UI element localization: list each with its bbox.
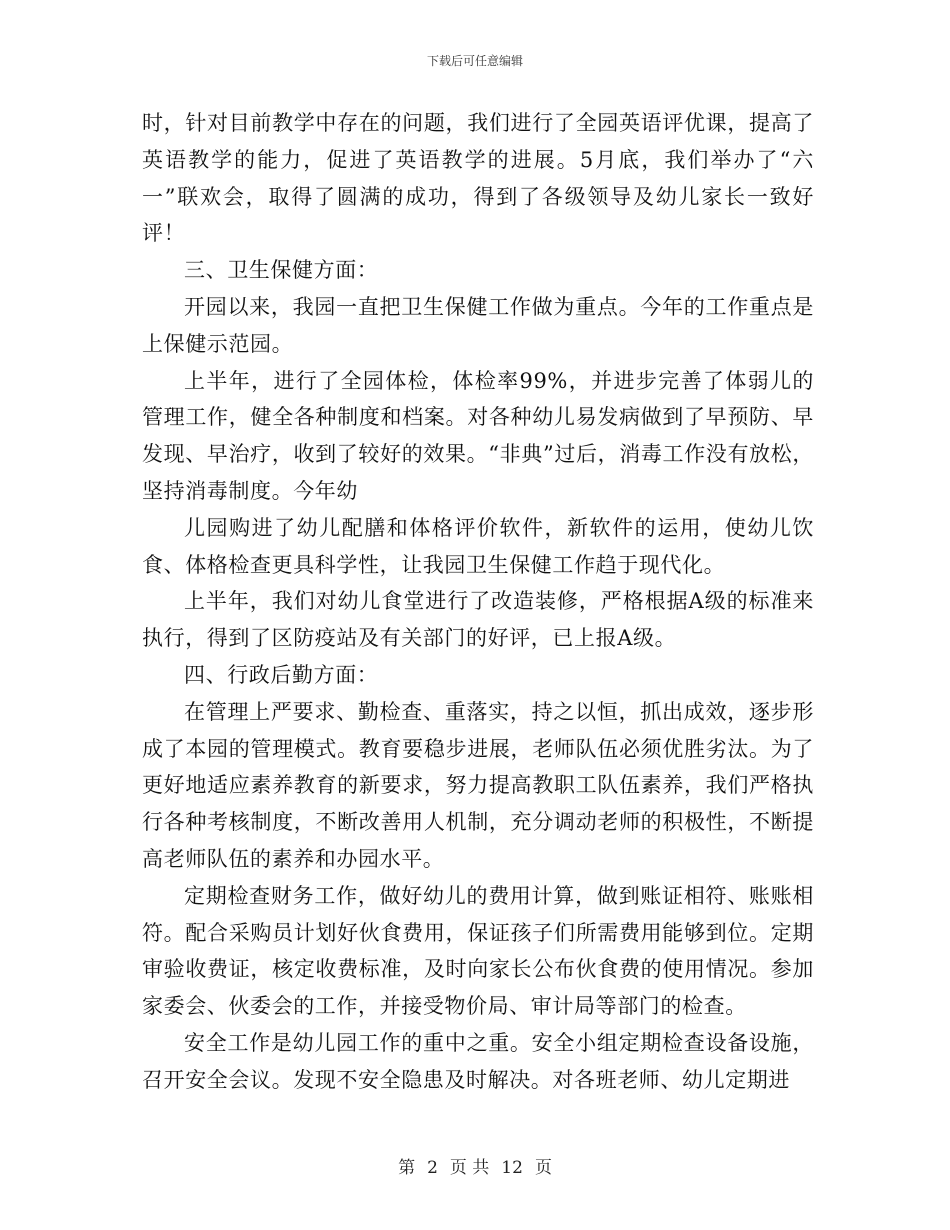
total-pages-number: 12 [501,1158,523,1178]
document-body [142,105,814,1099]
section-heading: 四、行政后勤方面： [184,662,379,687]
footer-middle: 页 共 [449,1158,490,1178]
paragraph: 开园以来，我园一直把卫生保健工作做为重点。今年的工作重点是上保健示范园。 [142,294,814,356]
paragraph: 上半年，进行了全园体检，体检率99%，并进步完善了体弱儿的管理工作，健全各种制度和档案。对各种幼儿易发病做到了早预防、早发现、早治疗，收到了较好的效果。“非典”过后，消毒工作没有放松，坚持消毒制度。今年幼 [142,368,814,503]
paragraph: 儿园购进了幼儿配膳和体格评价软件，新软件的运用，使幼儿饮食、体格检查更具科学性，让我园卫生保健工作趋于现代化。 [142,515,814,577]
footer-suffix: 页 [534,1158,552,1178]
section-heading: 三、卫生保健方面： [184,258,379,283]
page-header: 下载后可任意编辑 [426,54,523,68]
paragraph: 安全工作是幼儿园工作的重中之重。安全小组定期检查设备设施，召开安全会议。发现不安全隐患及时解决。对各班老师、幼儿定期进 [142,1030,814,1092]
paragraph: 在管理上严要求、勤检查、重落实，持之以恒，抓出成效，逐步形成了本园的管理模式。教育要稳步进展，老师队伍必须优胜劣汰。为了更好地适应素养教育的新要求，努力提高教职工队伍素养，我们严格执行各种考核制度，不断改善用人机制，充分调动老师的积极性，不断提高老师队伍的素养和办园水平。 [142,699,814,871]
page-footer [0,1153,950,1178]
paragraph: 定期检查财务工作，做好幼儿的费用计算，做到账证相符、账账相符。配合采购员计划好伙食费用，保证孩子们所需费用能够到位。定期审验收费证，核定收费标准，及时向家长公布伙食费的使用情况。参加家委会、伙委会的工作，并接受物价局、审计局等部门的检查。 [142,883,814,1019]
paragraph: 时，针对目前教学中存在的问题，我们进行了全园英语评优课，提高了英语教学的能力，促进了英语教学的进展。5月底，我们举办了“六一”联欢会，取得了圆满的成功，得到了各级领导及幼儿家长一致好评！ [142,111,814,246]
paragraph: 上半年，我们对幼儿食堂进行了改造装修，严格根据A级的标准来执行，得到了区防疫站及有关部门的好评，已上报A级。 [142,589,814,651]
footer-prefix: 第 [398,1158,416,1178]
current-page-number: 2 [427,1158,438,1178]
